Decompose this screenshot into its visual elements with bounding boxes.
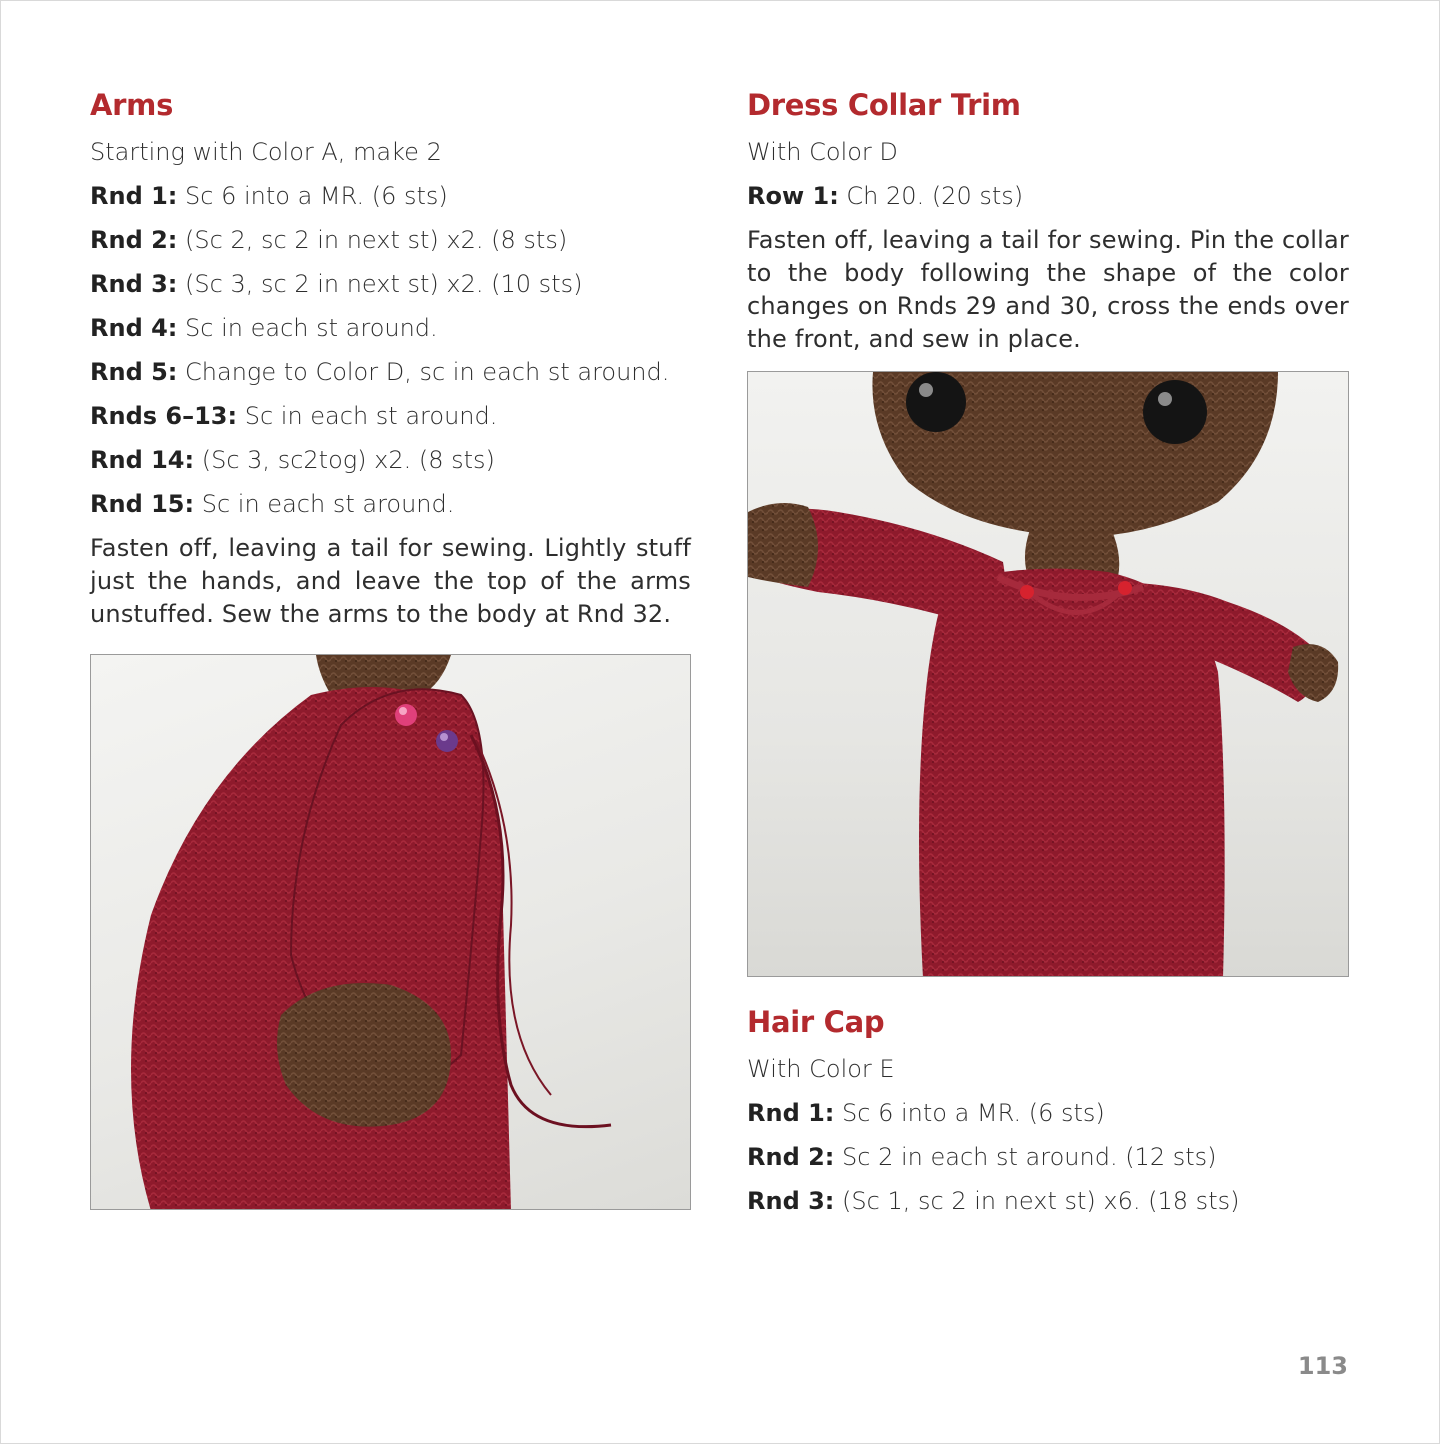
arm-photo: [90, 654, 691, 1210]
arms-intro: Starting with Color A, make 2: [90, 138, 442, 166]
arm-photo-illustration: [91, 655, 691, 1210]
round-text: Sc in each st around.: [237, 402, 498, 430]
round-label: Rnd 1:: [747, 1099, 835, 1127]
collar-intro: With Color D: [747, 138, 898, 166]
round-label: Rnd 2:: [747, 1143, 835, 1171]
doll-photo-illustration: [748, 372, 1349, 977]
hair-cap-heading: Hair Cap: [747, 1005, 885, 1039]
round-text: (Sc 1, sc 2 in next st) x6. (18 sts): [834, 1187, 1240, 1215]
round-text: Sc 6 into a MR. (6 sts): [177, 182, 448, 210]
arms-heading: Arms: [90, 88, 174, 122]
round-text: (Sc 3, sc2tog) x2. (8 sts): [194, 446, 495, 474]
round-label: Rnd 5:: [90, 358, 178, 386]
round-text: Sc 6 into a MR. (6 sts): [834, 1099, 1105, 1127]
arms-round-2: [90, 218, 691, 262]
arms-round-15: [90, 482, 691, 526]
round-text: Sc 2 in each st around. (12 sts): [834, 1143, 1217, 1171]
round-text: Sc in each st around.: [177, 314, 438, 342]
round-label: Rnds 6–13:: [90, 402, 238, 430]
arms-round-5: [90, 350, 691, 394]
arms-round-3: [90, 262, 691, 306]
hair-cap-round-2: [747, 1135, 1349, 1179]
hair-cap-intro: With Color E: [747, 1055, 895, 1083]
collar-section: [747, 86, 1349, 356]
arms-round-4: [90, 306, 691, 350]
round-text: Ch 20. (20 sts): [838, 182, 1024, 210]
arms-round-14: [90, 438, 691, 482]
round-text: Sc in each st around.: [194, 490, 455, 518]
collar-finish-text: Fasten off, leaving a tail for sewing. Pin the collar to the body following the shape of the color changes on Rnds 29 and 30, cross the ends over the front, and sew in place.: [747, 226, 1349, 353]
arms-finish-text: Fasten off, leaving a tail for sewing. Lightly stuff just the hands, and leave the top of the arms unstuffed. Sew the arms to the body at Rnd 32.: [90, 534, 691, 628]
page-number: 113: [1297, 1352, 1348, 1380]
collar-heading: Dress Collar Trim: [747, 88, 1021, 122]
arms-section: [90, 86, 691, 631]
round-text: (Sc 3, sc 2 in next st) x2. (10 sts): [177, 270, 583, 298]
round-label: Rnd 2:: [90, 226, 178, 254]
round-text: Change to Color D, sc in each st around.: [177, 358, 670, 386]
round-label: Rnd 4:: [90, 314, 178, 342]
round-label: Row 1:: [747, 182, 839, 210]
round-label: Rnd 1:: [90, 182, 178, 210]
arms-round-1: [90, 174, 691, 218]
round-label: Rnd 3:: [90, 270, 178, 298]
hair-cap-section: [747, 1003, 1349, 1223]
hair-cap-round-3: [747, 1179, 1349, 1223]
round-label: Rnd 15:: [90, 490, 195, 518]
arms-round-6-13: [90, 394, 691, 438]
round-label: Rnd 3:: [747, 1187, 835, 1215]
round-label: Rnd 14:: [90, 446, 195, 474]
collar-row-1: [747, 174, 1349, 218]
doll-photo: [747, 371, 1349, 977]
round-text: (Sc 2, sc 2 in next st) x2. (8 sts): [177, 226, 568, 254]
hair-cap-round-1: [747, 1091, 1349, 1135]
